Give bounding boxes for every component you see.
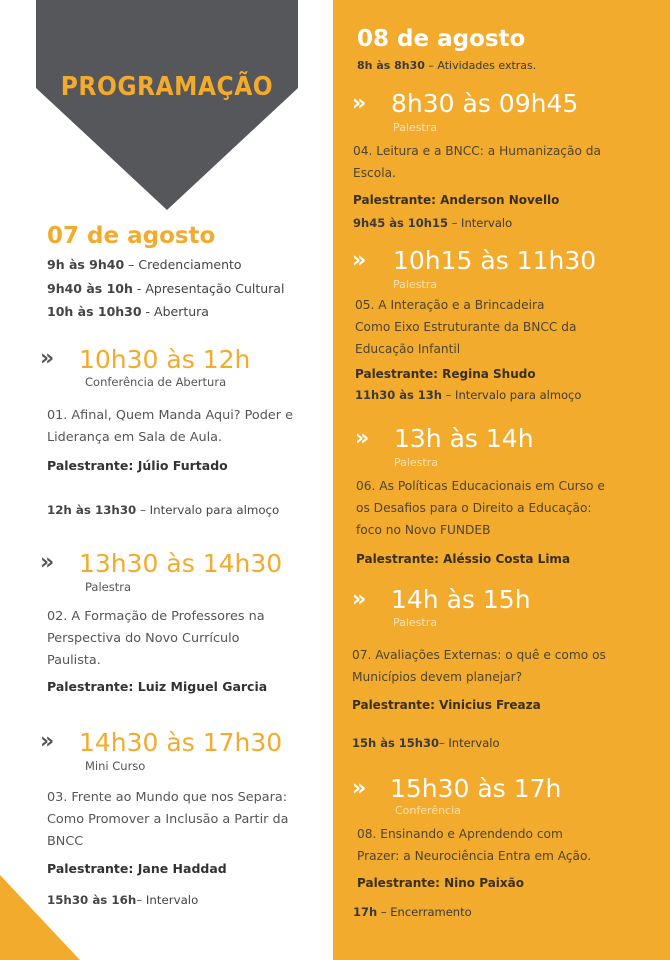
session-time: 10h15 às 11h30 — [393, 246, 597, 275]
session-type: Palestra — [393, 278, 438, 291]
day1-item: 9h40 às 10h - Apresentação Cultural — [47, 281, 285, 296]
corner-decoration — [0, 875, 80, 960]
day1-item: 9h às 9h40 – Credenciamento — [47, 257, 242, 272]
session-speaker: Palestrante: Anderson Novello — [353, 193, 560, 207]
break-item: 17h – Encerramento — [353, 905, 472, 919]
day1-date: 07 de agosto — [47, 223, 216, 249]
session-description: 08. Ensinando e Aprendendo com Prazer: a Neurociência Entra em Ação. — [357, 827, 592, 863]
session-speaker: Palestrante: Vinicius Freaza — [352, 698, 541, 712]
session-type: Palestra — [393, 616, 438, 629]
chevron-right-icon: » — [352, 587, 362, 612]
session-speaker: Palestrante: Luiz Miguel Garcia — [47, 679, 268, 694]
session-time: 13h às 14h — [394, 424, 534, 453]
break-item: 9h45 às 10h15 – Intervalo — [353, 216, 513, 230]
session-time: 15h30 às 17h — [390, 774, 562, 803]
chevron-right-icon: » — [40, 729, 50, 754]
session-speaker: Palestrante: Jane Haddad — [47, 861, 227, 876]
break-item: 15h30 às 16h– Intervalo — [47, 893, 199, 907]
chevron-right-icon: » — [355, 426, 365, 451]
session-description: 04. Leitura e a BNCC: a Humanização da Escola. — [353, 144, 602, 180]
day2-item: 8h às 8h30 – Atividades extras. — [357, 59, 537, 72]
session-time: 14h às 15h — [391, 585, 531, 614]
session-time: 13h30 às 14h30 — [79, 549, 283, 578]
chevron-right-icon: » — [352, 776, 362, 801]
break-item: 11h30 às 13h – Intervalo para almoço — [355, 388, 582, 402]
session-description: 05. A Interação e a Brincadeira Como Eixo Estruturante da BNCC da Educação Infantil — [355, 298, 577, 356]
day2-date: 08 de agosto — [357, 26, 526, 52]
session-type: Conferência de Abertura — [85, 375, 227, 389]
session-description: 02. A Formação de Professores na Perspectiva do Novo Currículo Paulista. — [47, 609, 265, 668]
session-speaker: Palestrante: Nino Paixão — [357, 876, 524, 890]
session-description: 01. Afinal, Quem Manda Aqui? Poder e Liderança em Sala de Aula. — [47, 408, 293, 445]
session-type: Palestra — [393, 121, 438, 134]
session-description: 07. Avaliações Externas: o quê e como os Municípios devem planejar? — [352, 648, 606, 684]
session-time: 8h30 às 09h45 — [391, 89, 579, 118]
break-item: 15h às 15h30– Intervalo — [352, 736, 500, 750]
chevron-right-icon: » — [40, 346, 50, 371]
session-time: 14h30 às 17h30 — [79, 728, 283, 757]
day1-item: 10h às 10h30 - Abertura — [47, 304, 209, 319]
session-speaker: Palestrante: Regina Shudo — [355, 367, 536, 381]
session-type: Palestra — [85, 580, 132, 594]
session-type: Mini Curso — [85, 759, 146, 773]
chevron-right-icon: » — [352, 91, 362, 116]
session-type: Palestra — [394, 456, 439, 469]
chevron-right-icon: » — [40, 550, 50, 575]
session-speaker: Palestrante: Aléssio Costa Lima — [356, 552, 571, 566]
page-title: PROGRAMAÇÃO — [60, 72, 274, 102]
session-description: 06. As Políticas Educacionais em Curso e os Desafios para o Direito a Educação: foco no Novo FUNDEB — [356, 479, 605, 537]
session-speaker: Palestrante: Júlio Furtado — [47, 458, 228, 473]
session-time: 10h30 às 12h — [79, 345, 251, 374]
session-type: Conferência — [395, 804, 461, 817]
chevron-right-icon: » — [352, 248, 362, 273]
break-item: 12h às 13h30 – Intervalo para almoço — [47, 503, 280, 517]
session-description: 03. Frente ao Mundo que nos Separa: Como Promover a Inclusão a Partir da BNCC — [47, 790, 289, 849]
